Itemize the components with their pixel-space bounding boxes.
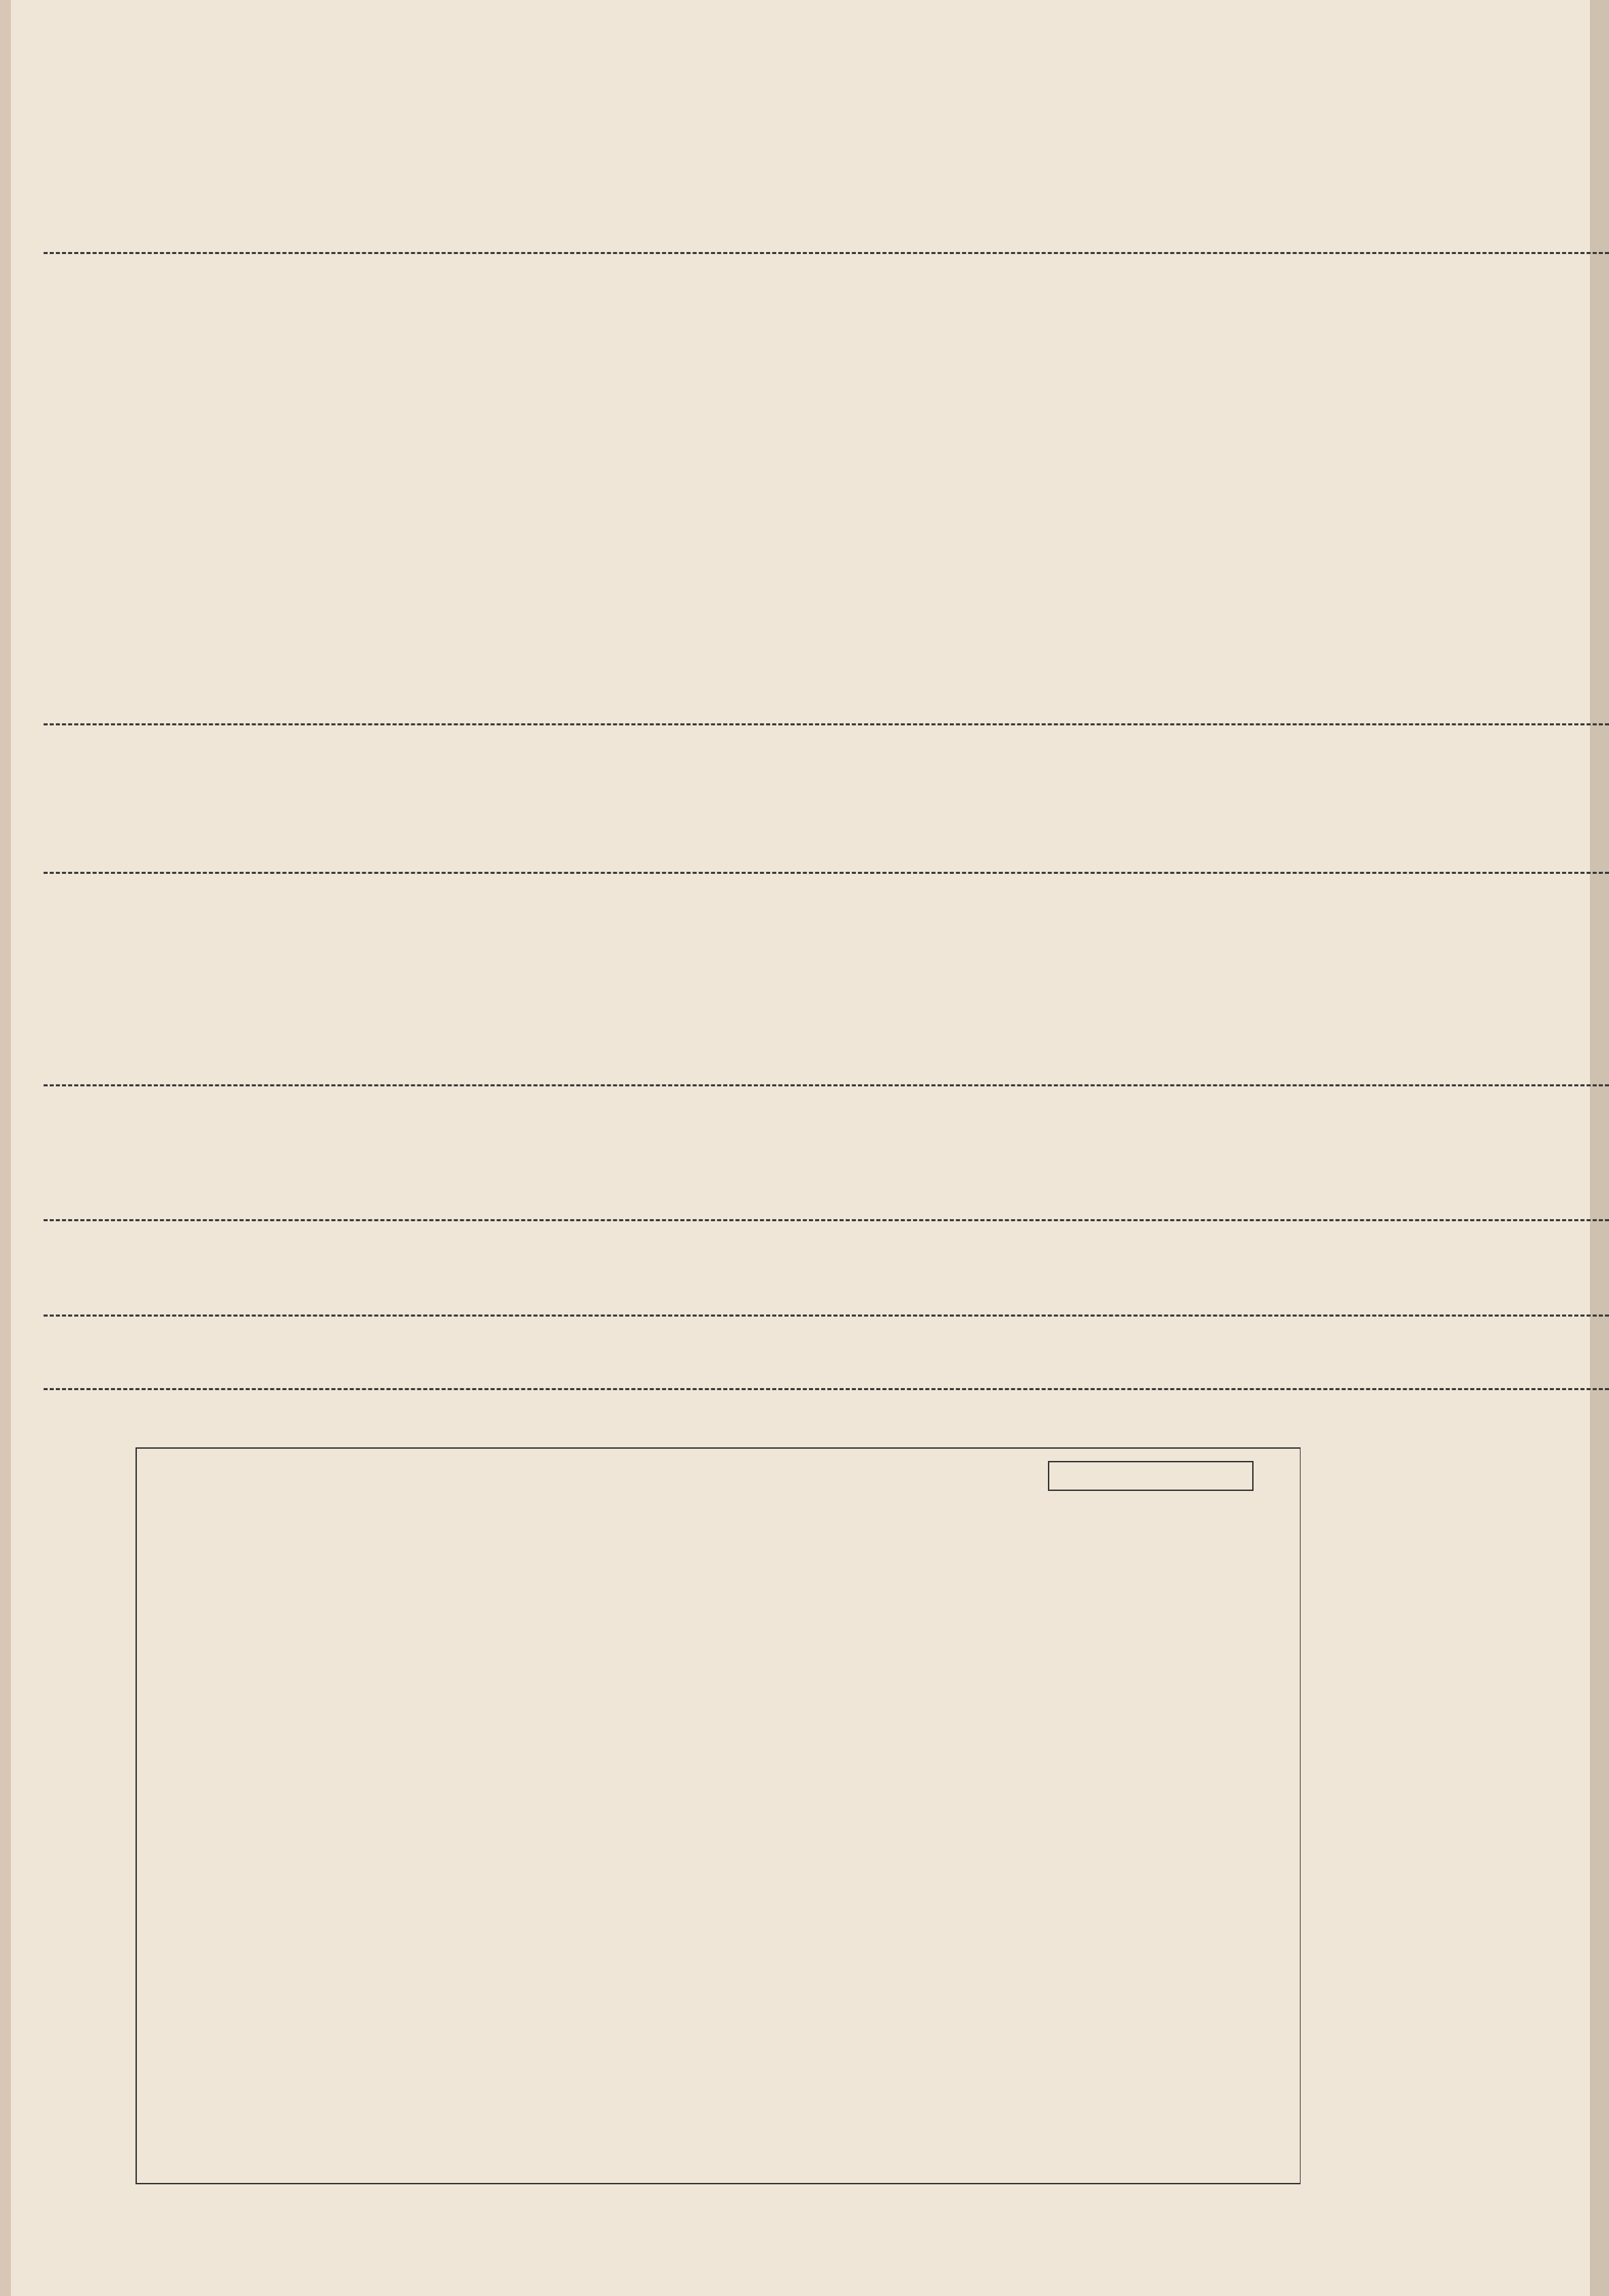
divider bbox=[44, 872, 1609, 874]
aerological-chart bbox=[89, 1437, 1301, 2207]
page-right-edge bbox=[1590, 0, 1609, 2296]
divider bbox=[44, 1388, 1609, 1390]
divider bbox=[44, 252, 1609, 254]
page-edge bbox=[0, 0, 11, 2296]
divider bbox=[44, 1084, 1609, 1086]
divider bbox=[44, 1315, 1609, 1317]
chart-frame bbox=[136, 1448, 1301, 2184]
divider bbox=[44, 1219, 1609, 1221]
divider bbox=[44, 723, 1609, 725]
